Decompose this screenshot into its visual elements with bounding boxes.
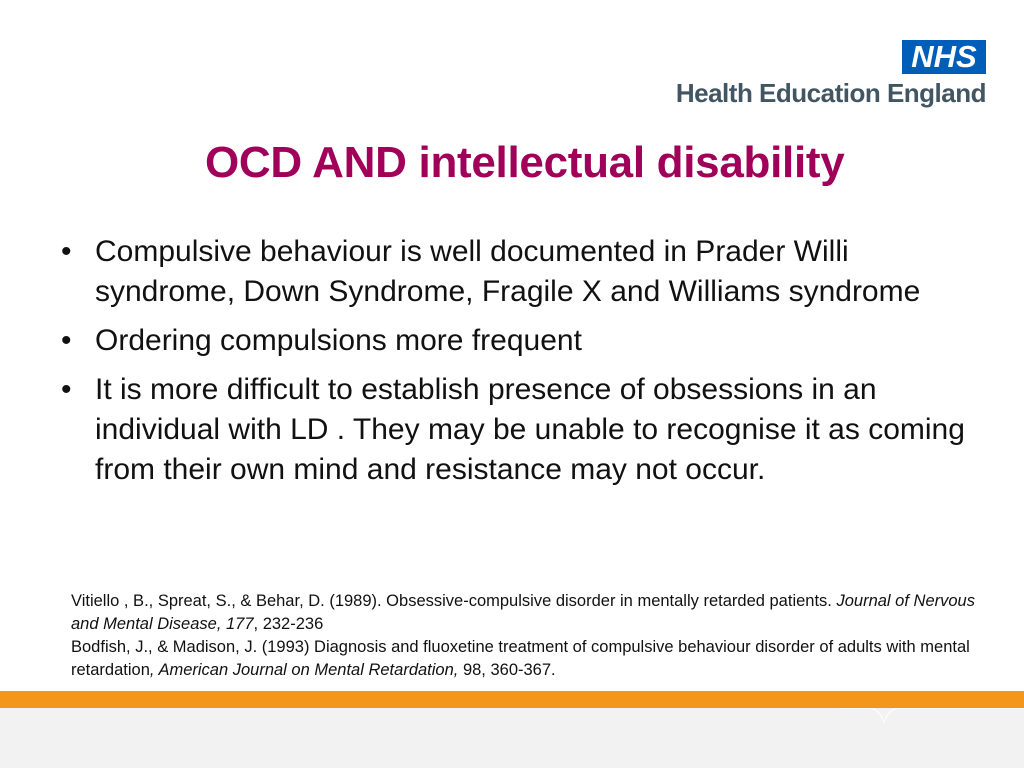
reference-2 <box>71 636 991 682</box>
reference-1-journal: Journal of Nervous and Mental Disease, 177 <box>71 592 975 633</box>
reference-2-authors: Bodfish, J., & Madison, J. (1993) Diagnosis and fluoxetine treatment of compulsive behaviour disorder of adults with mental retardation <box>71 638 970 679</box>
slide-title: OCD AND intellectual disability <box>205 138 845 187</box>
reference-1 <box>71 590 991 636</box>
bullet-dot-icon: • <box>61 373 72 406</box>
bullet-list <box>58 232 978 499</box>
references <box>71 590 991 682</box>
bullet-text: Ordering compulsions more frequent <box>95 324 582 357</box>
organisation-name: Health Education England <box>675 78 986 108</box>
bullet-dot-icon: • <box>61 324 72 357</box>
bullet-dot-icon: • <box>61 235 72 268</box>
bullet-text: Compulsive behaviour is well documented in Prader Willi syndrome, Down Syndrome, Fragile X and Williams syndrome <box>95 235 921 308</box>
reference-2-journal: , American Journal on Mental Retardation, <box>149 661 459 679</box>
nhs-logo-box: NHS <box>902 40 986 74</box>
reference-2-pages: 98, 360-367. <box>458 661 556 679</box>
reference-1-authors: Vitiello , B., Spreat, S., & Behar, D. (1989). Obsessive-compulsive disorder in mentally retarded patients. <box>71 592 837 610</box>
nhs-hee-logo <box>640 40 986 112</box>
bullet-item <box>58 232 978 312</box>
footer-notch-decoration <box>0 700 1024 730</box>
bullet-item <box>58 321 978 361</box>
bullet-text: It is more difficult to establish presence of obsessions in an individual with LD . They may be unable to recognise it as coming from their own mind and resistance may not occur. <box>95 373 965 486</box>
bullet-item <box>58 370 978 490</box>
reference-1-pages: , 232-236 <box>253 615 324 633</box>
